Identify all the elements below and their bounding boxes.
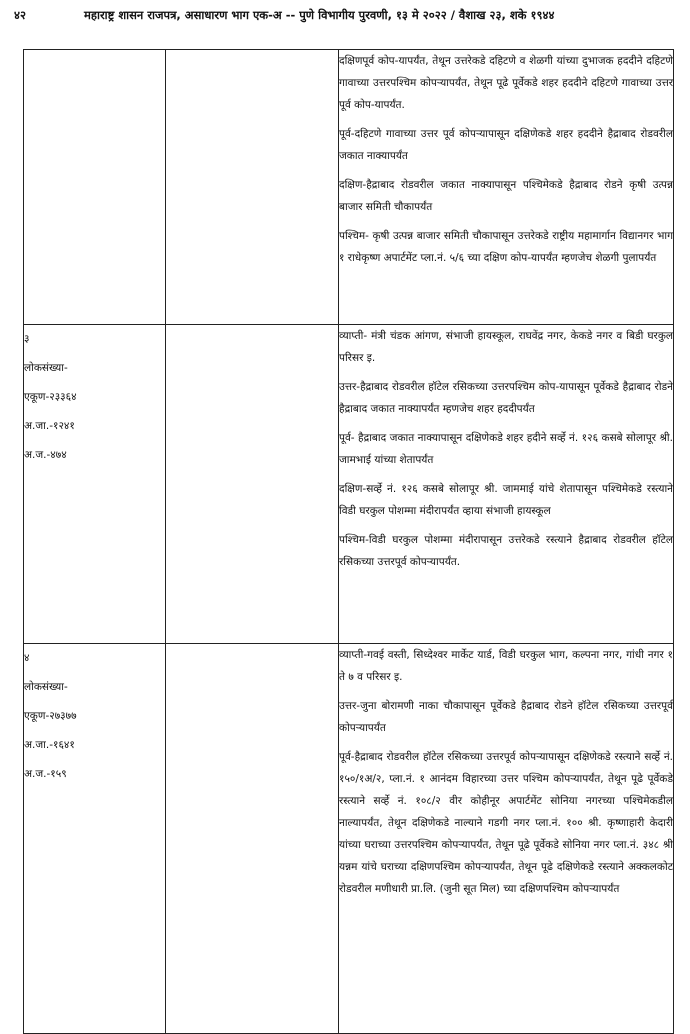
boundary-south: दक्षिण-सर्व्हे नं. १२६ कसबे सोलापूर श्री. जाममाई यांचे शेतापासून पश्चिमेकडे रस्त्याने विडी घरकुल पोशम्मा मंदीरापर्यंत व्हाया संभाजी हायस्कूल [339, 483, 673, 517]
boundary-description-cell [339, 50, 674, 325]
ward-info-cell [24, 325, 166, 644]
table-row [24, 50, 674, 325]
empty-cell [166, 644, 339, 1034]
ward-number: ४ [24, 652, 30, 664]
ward-number: ३ [24, 333, 30, 345]
population-total: एकूण-२३३६४ [24, 391, 77, 403]
boundary-west: पश्चिम-विडी घरकुल पोशम्मा मंदीरापासून उत्तरेकडे रस्त्याने हैद्राबाद रोडवरील हॉटेल रसिकच्या उत्तरपूर्व कोपऱ्यापर्यंत. [339, 534, 673, 568]
population-sc: अ.जा.-१२४१ [24, 420, 75, 432]
boundary-south: दक्षिण-हैद्राबाद रोडवरील जकात नाक्यापासून पश्चिमेकडे हैद्राबाद रोडने कृषी उत्पन्न बाजार समिती चौकापर्यंत [339, 179, 673, 213]
ward-boundary-table [23, 49, 674, 1034]
boundary-west: पश्चिम- कृषी उत्पन्न बाजार समिती चौकापासून उत्तरेकडे राष्ट्रीय महामार्गान विद्यानगर भाग १ राधेकृष्ण अपार्टमेंट प्ला.नं. ५/६ च्या दक्षिण कोप-यापर्यंत म्हणजेच शेळगी पुलापर्यंत [339, 230, 673, 264]
ward-info-cell [24, 50, 166, 325]
boundary-extent: व्याप्ती-गवई वस्ती, सिध्देश्वर मार्केट यार्ड, विडी घरकुल भाग, कल्पना नगर, गांधी नगर १ ते ७ व परिसर इ. [339, 649, 673, 683]
boundary-description-cell [339, 325, 674, 644]
boundary-east: पूर्व- हैद्राबाद जकात नाक्यापासून दक्षिणेकडे शहर हदीने सर्व्हे नं. १२६ कसबे सोलापूर श्री. जामभाई यांच्या शेतापर्यंत [339, 432, 673, 466]
population-sc: अ.जा.-१६४१ [24, 739, 75, 751]
empty-cell [166, 50, 339, 325]
boundary-extent: व्याप्ती- मंत्री चंडक आंगण, संभाजी हायस्कूल, राघवेंद्र नगर, केकडे नगर व बिडी घरकुल परिसर इ. [339, 330, 673, 364]
gazette-title: महाराष्ट्र शासन राजपत्र, असाधारण भाग एक-अ -- पुणे विभागीय पुरवणी, १३ मे २०२२ / वैशाख २३, शके १९४४ [84, 8, 555, 22]
boundary-north: उत्तर-हैद्राबाद रोडवरील हॉटेल रसिकच्या उत्तरपश्चिम कोप-यापासून पूर्वेकडे हैद्राबाद रोडने हैद्राबाद जकात नाक्यापर्यंत म्हणजेच शहर हददीपर्यंत [339, 381, 673, 415]
boundary-north: उत्तर-जुना बोरामणी नाका चौकापासून पूर्वेकडे हैद्राबाद रोडने हॉटेल रसिकच्या उत्तरपूर्व कोपऱ्यापर्यंत [339, 700, 673, 734]
boundary-east: पूर्व-हैद्राबाद रोडवरील हॉटेल रसिकच्या उत्तरपूर्व कोपऱ्यापासून दक्षिणेकडे रस्त्याने सर्व्हे नं. १५०/१अ/२, प्ला.नं. १ आनंदम विहारच्या उत्तर पश्चिम कोपऱ्यापर्यंत, तेथून पूढे पूर्वेकडे रस्त्याने सर्व्हे नं. १०८/२ वीर कोहीनूर अपार्टमेंट सोनिया नगरच्या पश्चिमेकडील नाल्यापर्यंत, तेथून दक्षिणेकडे नाल्याने गडगी नगर प्ला.नं. १०० श्री. कृष्णाहारी केदारी यांच्या घराच्या उत्तरपश्चिम कोपऱ्यापर्यंत, तेथून पूढे पूर्वेकडे सोनिया नगर प्ला.नं. ३४८ श्री यन्नम यांचे घराच्या दक्षिणपश्चिम कोपऱ्यापर्यंत, तेथून पूढे दक्षिणेकडे रस्त्याने अक्कलकोट रोडवरील मणीधारी प्रा.लि. (जुनी सूत मिल) च्या दक्षिणपश्चिम कोपऱ्यापर्यंत [339, 751, 673, 895]
population-total: एकूण-२७३७७ [24, 710, 77, 722]
empty-cell [166, 325, 339, 644]
population-label: लोकसंख्या- [24, 681, 68, 693]
boundary-description-cell [339, 644, 674, 1034]
table-row [24, 325, 674, 644]
table-row [24, 644, 674, 1034]
population-st: अ.ज.-१५९ [24, 768, 67, 780]
ward-info-cell [24, 644, 166, 1034]
population-st: अ.ज.-४७४ [24, 449, 67, 461]
population-label: लोकसंख्या- [24, 362, 68, 374]
boundary-paragraph: दक्षिणपूर्व कोप-यापर्यंत, तेथून उत्तरेकडे दहिटणे व शेळगी यांच्या दुभाजक हददीने दहिटणे गावाच्या उत्तरपश्चिम कोपऱ्यापर्यंत, तेथून पूढे पूर्वेकडे शहर हददीने दहिटणे गावाच्या उत्तर पूर्व कोप-यापर्यंत. [339, 55, 673, 111]
page-header [14, 8, 674, 34]
page-number: ४२ [14, 8, 26, 22]
boundary-east: पूर्व-दहिटणे गावाच्या उत्तर पूर्व कोपऱ्यापासून दक्षिणेकडे शहर हददीने हैद्राबाद रोडवरील जकात नाक्यापर्यंत [339, 128, 673, 162]
